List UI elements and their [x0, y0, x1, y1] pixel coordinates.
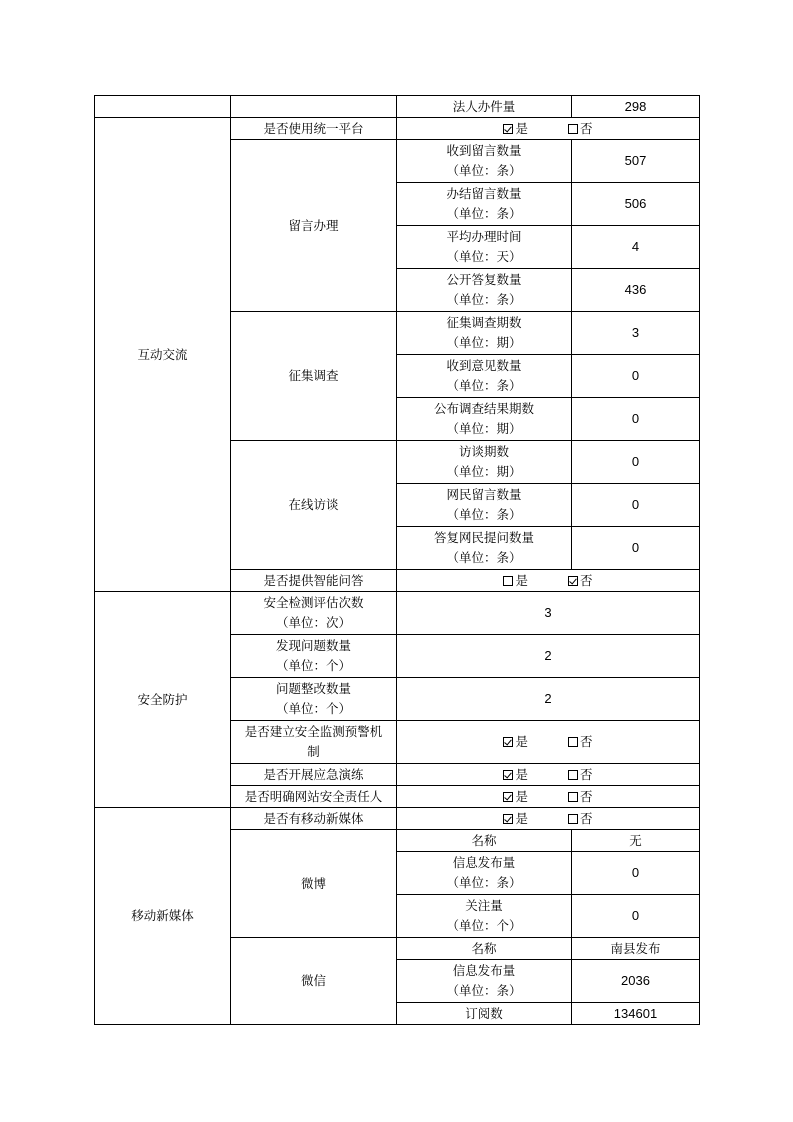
- field-value: 298: [572, 96, 700, 118]
- duty-options: 是 否: [397, 786, 700, 808]
- field-label: 法人办件量: [397, 96, 572, 118]
- checkbox-checked-icon: [503, 814, 513, 824]
- field-value: 3: [572, 312, 700, 355]
- field-label: 公布调查结果期数 （单位：期）: [397, 398, 572, 441]
- field-value: 0: [572, 484, 700, 527]
- field-label: 名称: [397, 830, 572, 852]
- field-value: 无: [572, 830, 700, 852]
- has-media-options: 是 否: [397, 808, 700, 830]
- unified-platform-options: 是 否: [397, 118, 700, 140]
- warning-mechanism-options: 是 否: [397, 721, 700, 764]
- field-label: 公开答复数量 （单位：条）: [397, 269, 572, 312]
- field-value: 2036: [572, 960, 700, 1003]
- empty-cell: [95, 96, 231, 118]
- field-value: 0: [572, 852, 700, 895]
- section-interaction: 互动交流: [95, 118, 231, 592]
- field-value: 0: [572, 441, 700, 484]
- checkbox-checked-icon: [503, 792, 513, 802]
- checkbox-empty-icon: [568, 792, 578, 802]
- field-value: 2: [397, 678, 700, 721]
- field-label: 是否有移动新媒体: [231, 808, 397, 830]
- group-messages: 留言办理: [231, 140, 397, 312]
- field-label: 是否开展应急演练: [231, 764, 397, 786]
- field-value: 0: [572, 398, 700, 441]
- group-wechat: 微信: [231, 938, 397, 1025]
- checkbox-checked-icon: [503, 737, 513, 747]
- field-label: 关注量 （单位：个）: [397, 895, 572, 938]
- empty-cell: [231, 96, 397, 118]
- field-value: 4: [572, 226, 700, 269]
- smart-qa-options: 是 否: [397, 570, 700, 592]
- group-survey: 征集调查: [231, 312, 397, 441]
- field-value: 0: [572, 527, 700, 570]
- field-label: 是否提供智能问答: [231, 570, 397, 592]
- checkbox-checked-icon: [503, 770, 513, 780]
- checkbox-empty-icon: [568, 737, 578, 747]
- field-label: 征集调查期数 （单位：期）: [397, 312, 572, 355]
- section-security: 安全防护: [95, 592, 231, 808]
- checkbox-checked-icon: [503, 124, 513, 134]
- field-label: 安全检测评估次数 （单位：次）: [231, 592, 397, 635]
- field-label: 信息发布量 （单位：条）: [397, 960, 572, 1003]
- field-label: 是否建立安全监测预警机 制: [231, 721, 397, 764]
- field-label: 答复网民提问数量 （单位：条）: [397, 527, 572, 570]
- field-value: 436: [572, 269, 700, 312]
- checkbox-empty-icon: [503, 576, 513, 586]
- drill-options: 是 否: [397, 764, 700, 786]
- field-label: 名称: [397, 938, 572, 960]
- field-label: 平均办理时间 （单位：天）: [397, 226, 572, 269]
- checkbox-checked-icon: [568, 576, 578, 586]
- field-label: 收到意见数量 （单位：条）: [397, 355, 572, 398]
- field-label: 是否使用统一平台: [231, 118, 397, 140]
- group-interview: 在线访谈: [231, 441, 397, 570]
- field-label: 订阅数: [397, 1003, 572, 1025]
- field-label: 网民留言数量 （单位：条）: [397, 484, 572, 527]
- checkbox-empty-icon: [568, 770, 578, 780]
- field-value: 3: [397, 592, 700, 635]
- field-value: 506: [572, 183, 700, 226]
- field-label: 收到留言数量 （单位：条）: [397, 140, 572, 183]
- field-label: 信息发布量 （单位：条）: [397, 852, 572, 895]
- checkbox-empty-icon: [568, 124, 578, 134]
- field-value: 0: [572, 355, 700, 398]
- checkbox-empty-icon: [568, 814, 578, 824]
- field-label: 是否明确网站安全责任人: [231, 786, 397, 808]
- field-label: 发现问题数量 （单位：个）: [231, 635, 397, 678]
- field-value: 南县发布: [572, 938, 700, 960]
- section-new-media: 移动新媒体: [95, 808, 231, 1025]
- group-weibo: 微博: [231, 830, 397, 938]
- field-label: 问题整改数量 （单位：个）: [231, 678, 397, 721]
- field-value: 0: [572, 895, 700, 938]
- field-label: 办结留言数量 （单位：条）: [397, 183, 572, 226]
- gov-website-stats-table: [94, 95, 700, 1025]
- field-value: 2: [397, 635, 700, 678]
- field-value: 134601: [572, 1003, 700, 1025]
- field-value: 507: [572, 140, 700, 183]
- field-label: 访谈期数 （单位：期）: [397, 441, 572, 484]
